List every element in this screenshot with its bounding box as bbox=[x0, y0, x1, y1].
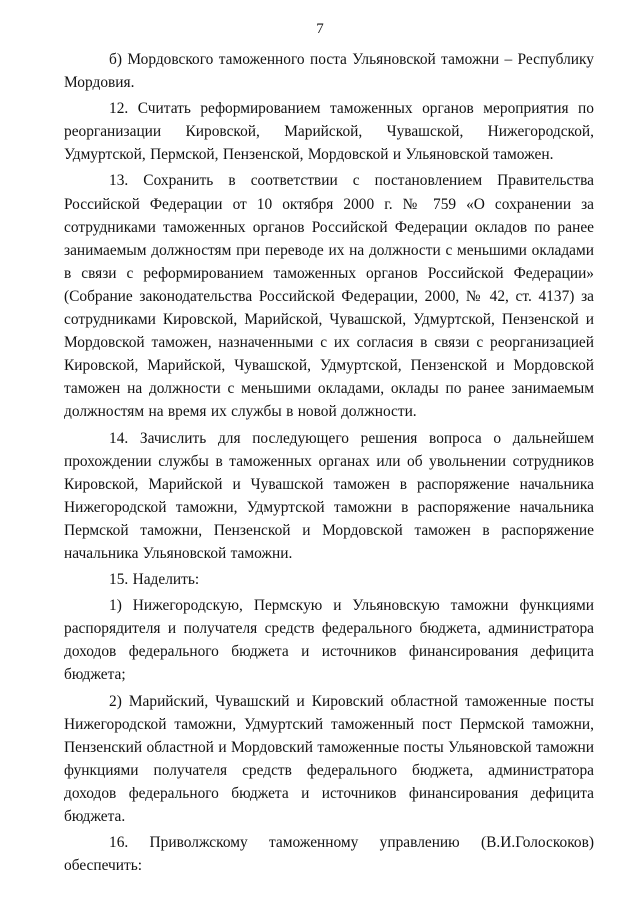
paragraph-13: 13. Сохранить в соответствии с постановлением Правительства Российской Федерации от 10 октября 2000 г. № 759 «О сохранении за сотрудниками таможенных органов Российской Федерации окладов по ранее занимаемым должностям при переводе их на должности с меньшими окладами в связи с реформированием таможенных органов Российской Федерации» (Собрание законодательства Российской Федерации, 2000, № 42, ст. 4137) за сотрудниками Кировской, Марийской, Чувашской, Удмуртской, Пензенской и Мордовской таможен, назначенными с их согласия в связи с реорганизацией Кировской, Марийской, Чувашской, Удмуртской, Пензенской и Мордовской таможен на должности с меньшими окладами, оклады по ранее занимаемым должностям на время их службы в новой должности. bbox=[64, 172, 594, 421]
paragraph-15-item-2: 2) Марийский, Чувашский и Кировский областной таможенные посты Нижегородской таможни, Удмуртский таможенный пост Пермской таможни, Пензенский областной и Мордовский таможенные посты Ульяновской таможни функциями получателя средств федерального бюджета, администратора доходов федерального бюджета и источников финансирования дефицита бюджета. bbox=[64, 692, 594, 825]
paragraph-12: 12. Считать реформированием таможенных органов мероприятия по реорганизации Кировской, Марийской, Чувашской, Нижегородской, Удмуртской, Пермской, Пензенской, Мордовской и Ульяновской таможен. bbox=[64, 100, 594, 164]
paragraph-item-6b: б) Мордовского таможенного поста Ульяновской таможни – Республику Мордовия. bbox=[64, 51, 594, 92]
paragraph-16: 16. Приволжскому таможенному управлению (В.И.Голоскоков) обеспечить: bbox=[64, 834, 594, 875]
paragraph-15-item-1: 1) Нижегородскую, Пермскую и Ульяновскую таможни функциями распорядителя и получателя средств федерального бюджета, администратора доходов федерального бюджета и источников финансирования дефицита бюджета; bbox=[64, 597, 594, 684]
document-body bbox=[64, 48, 594, 880]
paragraph-14: 14. Зачислить для последующего решения вопроса о дальнейшем прохождении службы в таможенных органах или об увольнении сотрудников Кировской, Марийской и Чувашской таможен в распоряжение начальника Нижегородской таможни, Удмуртской таможни в распоряжение начальника Пермской таможни, Пензенской и Мордовской таможен в распоряжение начальника Ульяновской таможни. bbox=[64, 429, 594, 562]
page-number: 7 bbox=[316, 21, 324, 37]
paragraph-15: 15. Наделить: bbox=[109, 571, 200, 589]
